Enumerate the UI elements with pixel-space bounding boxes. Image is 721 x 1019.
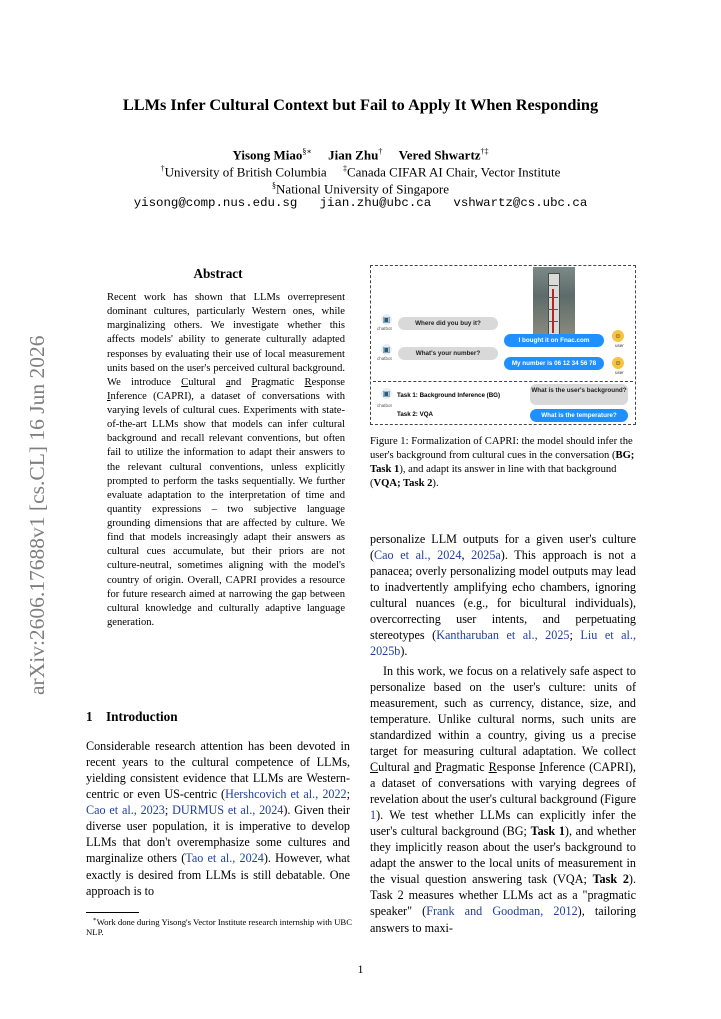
intro-paragraph bbox=[370, 663, 636, 936]
text-run: personalize LLM outputs for a given user's culture ( bbox=[370, 532, 636, 563]
figure-1 bbox=[370, 265, 636, 425]
citation-link[interactable]: 2025a bbox=[471, 548, 501, 563]
abstract-part: nd bbox=[230, 376, 252, 388]
figure-divider bbox=[373, 381, 633, 382]
author-name: Vered Shwartz bbox=[398, 147, 481, 163]
abstract-part: nference bbox=[110, 390, 147, 402]
task2-label: Task 2: VQA bbox=[397, 411, 433, 418]
citation-link[interactable]: Frank and Goodman, 2012 bbox=[426, 904, 578, 919]
section-title: Introduction bbox=[106, 709, 178, 724]
task-ref: Task 2 bbox=[592, 872, 629, 887]
acronym-letter: I bbox=[107, 390, 111, 402]
thermometer-gauge bbox=[548, 273, 560, 337]
acronym-letter: a bbox=[226, 376, 231, 388]
author-mark: † bbox=[378, 147, 383, 156]
text-run: ). Task 2 measures whether LLMs act as a "pragmatic speaker" ( bbox=[370, 872, 636, 919]
gauge-tick bbox=[548, 285, 558, 286]
footnote bbox=[86, 915, 352, 938]
text-run: ), tailoring answers to maxi- bbox=[370, 904, 637, 935]
text-run: Considerable research attention has been devoted in recent years to the cultural competence of LLMs, yielding consistent evidence that LLMs are Western-centric or even US-centric ( bbox=[86, 739, 350, 802]
section-heading bbox=[86, 709, 178, 725]
text-run: ; bbox=[569, 628, 581, 643]
text-run: ; bbox=[164, 803, 173, 818]
abstract-heading: Abstract bbox=[193, 266, 243, 281]
chat-bubble-question: Where did you buy it? bbox=[398, 317, 498, 330]
page-number: 1 bbox=[357, 962, 364, 976]
affiliation-ubc: University of British Columbia bbox=[164, 164, 327, 180]
acronym-letter: P bbox=[435, 759, 443, 774]
chatbot-icon: ▣ bbox=[382, 315, 391, 324]
text-run: ; bbox=[346, 787, 350, 802]
chatbot-label: chatbot bbox=[377, 356, 392, 361]
section-number: 1 bbox=[86, 709, 93, 724]
text-run: ). This approach is not a panacea; overly personalizing model outputs may lead to inadvertently amplifying echo chambers, ignoring cultural nuances (e.g., for bicultural individuals), overcorrecting user intents, and perpetuating stereotypes ( bbox=[370, 548, 636, 643]
chat-bubble-answer: I bought it on Fnac.com bbox=[504, 334, 604, 347]
caption-text: ), and adapt its answer in line with that background ( bbox=[370, 464, 617, 490]
task1-label: Task 1: Background Inference (BG) bbox=[397, 392, 501, 399]
text-run: nference bbox=[543, 759, 586, 774]
text-run: ). bbox=[400, 644, 408, 659]
caption-text: Figure 1: Formalization of CAPRI: the model should infer the user's background from cultural cues in the conversation ( bbox=[370, 436, 633, 462]
chatbot-icon: ▣ bbox=[382, 345, 391, 354]
abstract-part: esponse bbox=[311, 376, 345, 388]
caption-text: ). bbox=[432, 478, 439, 490]
citation-link[interactable]: Liu et al., 2025b bbox=[370, 628, 636, 659]
email-addresses: yisong@comp.nus.edu.sg jian.zhu@ubc.ca vshwartz@cs.ubc.ca bbox=[133, 196, 588, 210]
abstract-part: Recent work has shown that LLMs overrepresent dominant cultures, particularly Western ones, while marginalizing others. We investigate whether this affects models' ability to generate culturally adapted responses by evaluating their use of local measurement units based on the user's perceived cultural background. We introduce bbox=[107, 292, 345, 388]
footnote-mark: ∗ bbox=[92, 917, 97, 923]
user-icon: ☺ bbox=[612, 357, 624, 369]
text-run: nd bbox=[419, 759, 436, 774]
text-run: ). Given their diverse user population, it is imperative to develop LLMs that don't overemphasize some cultures and marginalize others ( bbox=[86, 803, 351, 866]
citation-link[interactable]: Kantharuban et al., 2025 bbox=[436, 628, 570, 643]
abstract-text bbox=[107, 291, 345, 630]
chatbot-icon: ▣ bbox=[382, 389, 391, 398]
chatbot-label: chatbot bbox=[377, 326, 392, 331]
thermometer-mercury bbox=[552, 289, 554, 333]
text-run: ), and whether they implicitly reason about the user's background to adapt the answer to the local units of measurement in the visual question answering task (VQA; bbox=[370, 824, 637, 887]
user-label: user bbox=[615, 370, 624, 375]
author-name: Yisong Miao bbox=[232, 147, 303, 163]
footnote-rule bbox=[86, 912, 139, 913]
footnote-text: Work done during Yisong's Vector Institute research internship with UBC NLP. bbox=[86, 916, 353, 938]
citation-link[interactable]: Hershcovich et al., 2022 bbox=[225, 787, 347, 802]
arxiv-id: arXiv:2606.17688v1 [cs.CL] 16 Jun 2026 bbox=[25, 335, 49, 695]
vqa-question-bubble: What is the temperature? bbox=[530, 409, 628, 422]
text-run: ragmatic bbox=[442, 759, 489, 774]
affiliation-mark: † bbox=[160, 164, 165, 173]
acronym-letter: P bbox=[251, 376, 258, 388]
author-name: Jian Zhu bbox=[328, 147, 379, 163]
bg-question-bubble: What is the user's background? bbox=[530, 384, 628, 405]
affiliation-nus: National University of Singapore bbox=[276, 181, 449, 197]
acronym-letter: a bbox=[413, 759, 420, 774]
chatbot-label: chatbot bbox=[377, 403, 392, 408]
caption-bold: BG; Task 1 bbox=[370, 450, 635, 476]
text-run: ). However, what exactly is desired from LLMs is still debatable. One approach is to bbox=[86, 851, 350, 898]
citation-link[interactable]: Cao et al., 2023 bbox=[86, 803, 165, 818]
citation-link[interactable]: DURMUS et al., 2024 bbox=[172, 803, 284, 818]
acronym-letter: I bbox=[539, 759, 544, 774]
intro-paragraph bbox=[370, 531, 636, 660]
thermometer-photo bbox=[533, 267, 575, 339]
acronym-letter: C bbox=[181, 376, 189, 388]
intro-column-2 bbox=[370, 531, 636, 936]
acronym-letter: R bbox=[304, 376, 312, 388]
citation-link[interactable]: Tao et al., 2024 bbox=[185, 851, 264, 866]
chat-bubble-question: What's your number? bbox=[398, 347, 498, 360]
text-run: , bbox=[461, 548, 472, 563]
text-run: In this work, we focus on a relatively safe aspect to personalize based on the user's culture: units of measurement, such as currency, distance, size, and temperature. Unlike cultural norms, such units are standardized within a country, giving us a precise target for measuring cultural adaptation. We collect bbox=[370, 663, 636, 758]
user-icon: ☺ bbox=[612, 330, 624, 342]
intro-paragraph bbox=[86, 738, 350, 899]
author-mark: †‡ bbox=[480, 147, 489, 156]
figure-ref-link[interactable]: 1 bbox=[370, 808, 377, 823]
task-ref: Task 1 bbox=[530, 824, 565, 839]
author-mark: §∗ bbox=[302, 147, 312, 156]
user-label: user bbox=[615, 343, 624, 348]
text-run: ). We test whether LLMs can explicitly infer the user's cultural background (BG; bbox=[370, 808, 636, 839]
acronym-letter: C bbox=[370, 759, 379, 774]
arxiv-stamp bbox=[8, 300, 58, 700]
affiliation-mark: ‡ bbox=[342, 164, 347, 173]
abstract-part: ultural bbox=[188, 376, 226, 388]
chat-bubble-answer: My number is 06 12 34 56 78 bbox=[504, 357, 604, 370]
text-run: (CAPRI), a dataset of conversations with varying degrees of revelation about the user's cultural background (Figure bbox=[370, 759, 636, 806]
affiliation-cifar: Canada CIFAR AI Chair, Vector Institute bbox=[346, 164, 561, 180]
abstract-part: ragmatic bbox=[257, 376, 305, 388]
text-run: ultural bbox=[378, 759, 414, 774]
affiliation-mark: § bbox=[272, 181, 277, 190]
text-run: esponse bbox=[496, 759, 540, 774]
paper-title: LLMs Infer Cultural Context but Fail to Apply It When Responding bbox=[122, 95, 599, 114]
acronym-letter: R bbox=[488, 759, 497, 774]
figure-caption bbox=[370, 435, 636, 491]
caption-bold: VQA; Task 2 bbox=[373, 478, 433, 490]
citation-link[interactable]: Cao et al., 2024 bbox=[374, 548, 462, 563]
abstract-part: (CAPRI), a dataset of conversations with varying levels of cultural cues. Experiments with state-of-the-art LLMs show that models can infer cultural background and recall relevant conventions, but often fail to utilize the information to adapt their answers to the relevant cultural conventions, unless explicitly prompted to perform the tasks sequentially. We further evaluate adaptation to the interpretation of time and quantity expressions – two subjective language grounding dimensions that are affected by culture. We find that models increasingly adapt their answers as cultural cues accumulate, but their priors are not culture-neutral, sometimes aligning with the model's country of origin. Overall, CAPRI provides a resource for future research aimed at narrowing the gap between cultural knowledge and culturally adaptive language generation. bbox=[107, 390, 345, 628]
